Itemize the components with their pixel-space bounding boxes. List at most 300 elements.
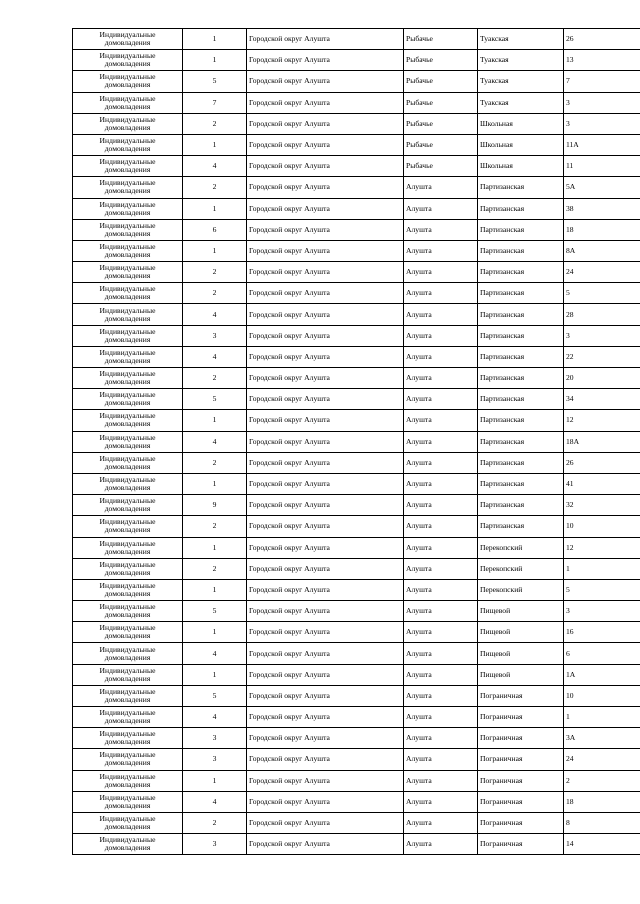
locality-cell: Алушта xyxy=(404,452,478,473)
locality-cell: Рыбачье xyxy=(404,92,478,113)
municipality-cell: Городской округ Алушта xyxy=(247,812,404,833)
municipality-cell: Городской округ Алушта xyxy=(247,71,404,92)
street-cell: Партизанская xyxy=(478,283,564,304)
table-row xyxy=(73,495,640,516)
property-type-text: домовладения xyxy=(104,631,151,641)
municipality-cell: Городской округ Алушта xyxy=(247,50,404,71)
quantity-cell: 5 xyxy=(183,71,247,92)
property-type-cell xyxy=(73,601,183,622)
quantity-cell: 3 xyxy=(183,728,247,749)
property-type-cell xyxy=(73,707,183,728)
property-type-cell xyxy=(73,71,183,92)
street-cell: Партизанская xyxy=(478,262,564,283)
municipality-cell: Городской округ Алушта xyxy=(247,156,404,177)
table-row xyxy=(73,707,640,728)
property-type-text: домовладения xyxy=(104,483,151,493)
property-type-cell xyxy=(73,812,183,833)
property-type-text: Индивидуальные xyxy=(99,178,156,188)
property-type-cell xyxy=(73,283,183,304)
house-number-cell: 32 xyxy=(564,495,640,516)
property-type-text: Индивидуальные xyxy=(99,644,156,654)
property-type-text: Индивидуальные xyxy=(99,72,156,82)
property-type-text: Индивидуальные xyxy=(99,390,156,400)
street-cell: Партизанская xyxy=(478,431,564,452)
municipality-cell: Городской округ Алушта xyxy=(247,601,404,622)
street-cell: Пограничная xyxy=(478,812,564,833)
quantity-cell: 2 xyxy=(183,262,247,283)
municipality-cell: Городской округ Алушта xyxy=(247,537,404,558)
locality-cell: Алушта xyxy=(404,240,478,261)
locality-cell: Рыбачье xyxy=(404,71,478,92)
table-row xyxy=(73,516,640,537)
street-cell: Партизанская xyxy=(478,219,564,240)
property-type-text: Индивидуальные xyxy=(99,623,156,633)
table-row xyxy=(73,389,640,410)
municipality-cell: Городской округ Алушта xyxy=(247,558,404,579)
property-type-text: Индивидуальные xyxy=(99,729,156,739)
house-number-cell: 18 xyxy=(564,219,640,240)
quantity-cell: 4 xyxy=(183,791,247,812)
table-row xyxy=(73,71,640,92)
house-number-cell: 2 xyxy=(564,770,640,791)
quantity-cell: 5 xyxy=(183,685,247,706)
property-type-text: домовладения xyxy=(104,673,151,683)
property-type-cell xyxy=(73,92,183,113)
property-type-text: Индивидуальные xyxy=(99,708,156,718)
locality-cell: Алушта xyxy=(404,622,478,643)
property-type-text: домовладения xyxy=(104,207,151,217)
locality-cell: Алушта xyxy=(404,537,478,558)
municipality-cell: Городской округ Алушта xyxy=(247,622,404,643)
property-type-cell xyxy=(73,325,183,346)
property-type-text: домовладения xyxy=(104,440,151,450)
house-number-cell: 10 xyxy=(564,685,640,706)
house-number-cell: 13 xyxy=(564,50,640,71)
table-row xyxy=(73,749,640,770)
property-type-text: Индивидуальные xyxy=(99,792,156,802)
municipality-cell: Городской округ Алушта xyxy=(247,198,404,219)
municipality-cell: Городской округ Алушта xyxy=(247,495,404,516)
property-type-cell xyxy=(73,262,183,283)
municipality-cell: Городской округ Алушта xyxy=(247,452,404,473)
house-number-cell: 26 xyxy=(564,29,640,50)
house-number-cell: 3А xyxy=(564,728,640,749)
property-type-cell xyxy=(73,622,183,643)
property-type-cell xyxy=(73,643,183,664)
property-type-text: Индивидуальные xyxy=(99,305,156,315)
street-cell: Пограничная xyxy=(478,770,564,791)
street-cell: Партизанская xyxy=(478,368,564,389)
street-cell: Партизанская xyxy=(478,177,564,198)
house-number-cell: 11А xyxy=(564,134,640,155)
table-row xyxy=(73,601,640,622)
property-type-text: Индивидуальные xyxy=(99,496,156,506)
property-type-cell xyxy=(73,452,183,473)
locality-cell: Алушта xyxy=(404,749,478,770)
property-type-text: домовладения xyxy=(104,377,151,387)
property-type-text: Индивидуальные xyxy=(99,93,156,103)
street-cell: Партизанская xyxy=(478,473,564,494)
street-cell: Школьная xyxy=(478,113,564,134)
property-type-text: домовладения xyxy=(104,186,151,196)
street-cell: Школьная xyxy=(478,156,564,177)
street-cell: Пищевой xyxy=(478,622,564,643)
street-cell: Пограничная xyxy=(478,791,564,812)
property-type-text: Индивидуальные xyxy=(99,369,156,379)
property-type-text: Индивидуальные xyxy=(99,475,156,485)
property-type-text: Индивидуальные xyxy=(99,30,156,40)
quantity-cell: 2 xyxy=(183,177,247,198)
street-cell: Партизанская xyxy=(478,452,564,473)
table-row xyxy=(73,283,640,304)
municipality-cell: Городской округ Алушта xyxy=(247,410,404,431)
property-type-text: Индивидуальные xyxy=(99,559,156,569)
locality-cell: Алушта xyxy=(404,770,478,791)
house-number-cell: 1 xyxy=(564,707,640,728)
property-type-text: Индивидуальные xyxy=(99,538,156,548)
municipality-cell: Городской округ Алушта xyxy=(247,262,404,283)
street-cell: Школьная xyxy=(478,134,564,155)
property-type-text: домовладения xyxy=(104,461,151,471)
property-type-text: Индивидуальные xyxy=(99,241,156,251)
quantity-cell: 2 xyxy=(183,812,247,833)
property-type-text: домовладения xyxy=(104,122,151,132)
property-type-cell xyxy=(73,134,183,155)
table-row xyxy=(73,156,640,177)
quantity-cell: 2 xyxy=(183,113,247,134)
property-type-cell xyxy=(73,29,183,50)
table-row xyxy=(73,346,640,367)
house-number-cell: 28 xyxy=(564,304,640,325)
table-row xyxy=(73,198,640,219)
municipality-cell: Городской округ Алушта xyxy=(247,791,404,812)
street-cell: Партизанская xyxy=(478,410,564,431)
street-cell: Партизанская xyxy=(478,325,564,346)
property-type-text: домовладения xyxy=(104,144,151,154)
table-row xyxy=(73,685,640,706)
locality-cell: Алушта xyxy=(404,346,478,367)
property-type-text: Индивидуальные xyxy=(99,517,156,527)
quantity-cell: 2 xyxy=(183,283,247,304)
locality-cell: Рыбачье xyxy=(404,134,478,155)
property-type-cell xyxy=(73,346,183,367)
house-number-cell: 11 xyxy=(564,156,640,177)
property-type-text: домовладения xyxy=(104,313,151,323)
municipality-cell: Городской округ Алушта xyxy=(247,431,404,452)
street-cell: Пограничная xyxy=(478,707,564,728)
street-cell: Туакская xyxy=(478,29,564,50)
property-type-cell xyxy=(73,304,183,325)
property-type-text: домовладения xyxy=(104,610,151,620)
property-type-cell xyxy=(73,791,183,812)
street-cell: Перекопский xyxy=(478,537,564,558)
table-row xyxy=(73,325,640,346)
property-type-cell xyxy=(73,495,183,516)
quantity-cell: 2 xyxy=(183,516,247,537)
property-type-text: домовладения xyxy=(104,292,151,302)
municipality-cell: Городской округ Алушта xyxy=(247,664,404,685)
property-type-cell xyxy=(73,537,183,558)
municipality-cell: Городской округ Алушта xyxy=(247,177,404,198)
municipality-cell: Городской округ Алушта xyxy=(247,134,404,155)
quantity-cell: 5 xyxy=(183,389,247,410)
property-type-cell xyxy=(73,728,183,749)
municipality-cell: Городской округ Алушта xyxy=(247,579,404,600)
property-type-cell xyxy=(73,579,183,600)
house-number-cell: 1 xyxy=(564,558,640,579)
locality-cell: Алушта xyxy=(404,728,478,749)
property-type-cell xyxy=(73,834,183,855)
locality-cell: Алушта xyxy=(404,304,478,325)
property-type-text: домовладения xyxy=(104,737,151,747)
quantity-cell: 1 xyxy=(183,664,247,685)
street-cell: Пограничная xyxy=(478,834,564,855)
municipality-cell: Городской округ Алушта xyxy=(247,113,404,134)
property-type-text: домовладения xyxy=(104,800,151,810)
property-type-text: Индивидуальные xyxy=(99,114,156,124)
table-row xyxy=(73,558,640,579)
municipality-cell: Городской округ Алушта xyxy=(247,325,404,346)
street-cell: Пищевой xyxy=(478,601,564,622)
house-number-cell: 26 xyxy=(564,452,640,473)
quantity-cell: 1 xyxy=(183,29,247,50)
table-row xyxy=(73,834,640,855)
property-type-text: домовладения xyxy=(104,228,151,238)
property-type-text: домовладения xyxy=(104,694,151,704)
table-row xyxy=(73,50,640,71)
locality-cell: Алушта xyxy=(404,219,478,240)
street-cell: Туакская xyxy=(478,50,564,71)
municipality-cell: Городской округ Алушта xyxy=(247,29,404,50)
house-number-cell: 8А xyxy=(564,240,640,261)
street-cell: Партизанская xyxy=(478,346,564,367)
municipality-cell: Городской округ Алушта xyxy=(247,304,404,325)
house-number-cell: 10 xyxy=(564,516,640,537)
quantity-cell: 1 xyxy=(183,50,247,71)
street-cell: Партизанская xyxy=(478,240,564,261)
property-type-text: Индивидуальные xyxy=(99,665,156,675)
locality-cell: Алушта xyxy=(404,516,478,537)
street-cell: Перекопский xyxy=(478,579,564,600)
municipality-cell: Городской округ Алушта xyxy=(247,685,404,706)
quantity-cell: 3 xyxy=(183,749,247,770)
table-row xyxy=(73,770,640,791)
street-cell: Пограничная xyxy=(478,749,564,770)
property-type-cell xyxy=(73,473,183,494)
property-type-text: Индивидуальные xyxy=(99,580,156,590)
house-number-cell: 6 xyxy=(564,643,640,664)
house-number-cell: 5А xyxy=(564,177,640,198)
table-row xyxy=(73,579,640,600)
quantity-cell: 1 xyxy=(183,410,247,431)
street-cell: Партизанская xyxy=(478,198,564,219)
locality-cell: Алушта xyxy=(404,791,478,812)
property-type-text: домовладения xyxy=(104,758,151,768)
property-type-text: домовладения xyxy=(104,504,151,514)
house-number-cell: 24 xyxy=(564,262,640,283)
street-cell: Партизанская xyxy=(478,304,564,325)
quantity-cell: 1 xyxy=(183,240,247,261)
property-type-text: домовладения xyxy=(104,843,151,853)
quantity-cell: 1 xyxy=(183,134,247,155)
street-cell: Партизанская xyxy=(478,516,564,537)
property-type-text: домовладения xyxy=(104,822,151,832)
quantity-cell: 1 xyxy=(183,537,247,558)
quantity-cell: 1 xyxy=(183,198,247,219)
property-type-text: Индивидуальные xyxy=(99,750,156,760)
property-type-cell xyxy=(73,664,183,685)
property-type-text: Индивидуальные xyxy=(99,157,156,167)
quantity-cell: 2 xyxy=(183,368,247,389)
municipality-cell: Городской округ Алушта xyxy=(247,368,404,389)
property-type-text: домовладения xyxy=(104,652,151,662)
house-number-cell: 3 xyxy=(564,325,640,346)
locality-cell: Алушта xyxy=(404,579,478,600)
locality-cell: Алушта xyxy=(404,473,478,494)
municipality-cell: Городской округ Алушта xyxy=(247,516,404,537)
quantity-cell: 3 xyxy=(183,325,247,346)
municipality-cell: Городской округ Алушта xyxy=(247,728,404,749)
quantity-cell: 4 xyxy=(183,707,247,728)
table-row xyxy=(73,452,640,473)
locality-cell: Рыбачье xyxy=(404,50,478,71)
house-number-cell: 34 xyxy=(564,389,640,410)
property-type-text: Индивидуальные xyxy=(99,453,156,463)
municipality-cell: Городской округ Алушта xyxy=(247,707,404,728)
locality-cell: Алушта xyxy=(404,558,478,579)
municipality-cell: Городской округ Алушта xyxy=(247,643,404,664)
quantity-cell: 4 xyxy=(183,643,247,664)
property-type-text: домовладения xyxy=(104,355,151,365)
street-cell: Пищевой xyxy=(478,664,564,685)
table-row xyxy=(73,728,640,749)
property-type-text: Индивидуальные xyxy=(99,771,156,781)
property-type-text: домовладения xyxy=(104,419,151,429)
quantity-cell: 1 xyxy=(183,579,247,600)
locality-cell: Алушта xyxy=(404,707,478,728)
municipality-cell: Городской округ Алушта xyxy=(247,770,404,791)
quantity-cell: 4 xyxy=(183,346,247,367)
table-row xyxy=(73,29,640,50)
quantity-cell: 2 xyxy=(183,452,247,473)
house-number-cell: 12 xyxy=(564,410,640,431)
property-type-cell xyxy=(73,410,183,431)
table-row xyxy=(73,177,640,198)
locality-cell: Рыбачье xyxy=(404,29,478,50)
property-type-text: домовладения xyxy=(104,249,151,259)
locality-cell: Алушта xyxy=(404,664,478,685)
house-number-cell: 16 xyxy=(564,622,640,643)
property-type-cell xyxy=(73,749,183,770)
quantity-cell: 1 xyxy=(183,770,247,791)
property-type-cell xyxy=(73,685,183,706)
property-type-text: Индивидуальные xyxy=(99,686,156,696)
property-type-text: Индивидуальные xyxy=(99,326,156,336)
table-row xyxy=(73,622,640,643)
property-type-text: домовладения xyxy=(104,588,151,598)
property-type-text: Индивидуальные xyxy=(99,284,156,294)
property-type-text: домовладения xyxy=(104,165,151,175)
locality-cell: Алушта xyxy=(404,812,478,833)
municipality-cell: Городской округ Алушта xyxy=(247,749,404,770)
street-cell: Партизанская xyxy=(478,389,564,410)
municipality-cell: Городской округ Алушта xyxy=(247,834,404,855)
property-type-text: Индивидуальные xyxy=(99,835,156,845)
table-row xyxy=(73,262,640,283)
property-type-cell xyxy=(73,516,183,537)
property-type-cell xyxy=(73,770,183,791)
table-row xyxy=(73,240,640,261)
property-type-text: Индивидуальные xyxy=(99,51,156,61)
house-number-cell: 5 xyxy=(564,579,640,600)
table-row xyxy=(73,431,640,452)
locality-cell: Алушта xyxy=(404,198,478,219)
table-row xyxy=(73,643,640,664)
municipality-cell: Городской округ Алушта xyxy=(247,92,404,113)
locality-cell: Алушта xyxy=(404,262,478,283)
quantity-cell: 1 xyxy=(183,622,247,643)
table-row xyxy=(73,113,640,134)
locality-cell: Алушта xyxy=(404,601,478,622)
street-cell: Пограничная xyxy=(478,728,564,749)
quantity-cell: 7 xyxy=(183,92,247,113)
table-row xyxy=(73,219,640,240)
municipality-cell: Городской округ Алушта xyxy=(247,283,404,304)
locality-cell: Рыбачье xyxy=(404,113,478,134)
locality-cell: Алушта xyxy=(404,325,478,346)
locality-cell: Алушта xyxy=(404,389,478,410)
locality-cell: Алушта xyxy=(404,431,478,452)
property-type-text: домовладения xyxy=(104,59,151,69)
house-number-cell: 1А xyxy=(564,664,640,685)
property-type-text: Индивидуальные xyxy=(99,263,156,273)
property-type-cell xyxy=(73,558,183,579)
street-cell: Перекопский xyxy=(478,558,564,579)
table-row xyxy=(73,812,640,833)
municipality-cell: Городской округ Алушта xyxy=(247,473,404,494)
property-type-text: домовладения xyxy=(104,271,151,281)
locality-cell: Алушта xyxy=(404,177,478,198)
property-type-text: Индивидуальные xyxy=(99,602,156,612)
house-number-cell: 41 xyxy=(564,473,640,494)
property-type-text: домовладения xyxy=(104,567,151,577)
quantity-cell: 4 xyxy=(183,304,247,325)
quantity-cell: 2 xyxy=(183,558,247,579)
house-number-cell: 14 xyxy=(564,834,640,855)
street-cell: Пограничная xyxy=(478,685,564,706)
address-table-body xyxy=(73,29,640,855)
property-type-text: домовладения xyxy=(104,101,151,111)
house-number-cell: 12 xyxy=(564,537,640,558)
property-type-text: домовладения xyxy=(104,398,151,408)
property-type-cell xyxy=(73,156,183,177)
house-number-cell: 38 xyxy=(564,198,640,219)
property-type-text: домовладения xyxy=(104,546,151,556)
table-row xyxy=(73,304,640,325)
property-type-text: Индивидуальные xyxy=(99,220,156,230)
quantity-cell: 4 xyxy=(183,431,247,452)
house-number-cell: 18А xyxy=(564,431,640,452)
table-row xyxy=(73,537,640,558)
property-type-cell xyxy=(73,219,183,240)
quantity-cell: 5 xyxy=(183,601,247,622)
table-row xyxy=(73,134,640,155)
property-type-text: Индивидуальные xyxy=(99,432,156,442)
property-type-cell xyxy=(73,198,183,219)
locality-cell: Алушта xyxy=(404,283,478,304)
quantity-cell: 6 xyxy=(183,219,247,240)
property-type-text: Индивидуальные xyxy=(99,199,156,209)
